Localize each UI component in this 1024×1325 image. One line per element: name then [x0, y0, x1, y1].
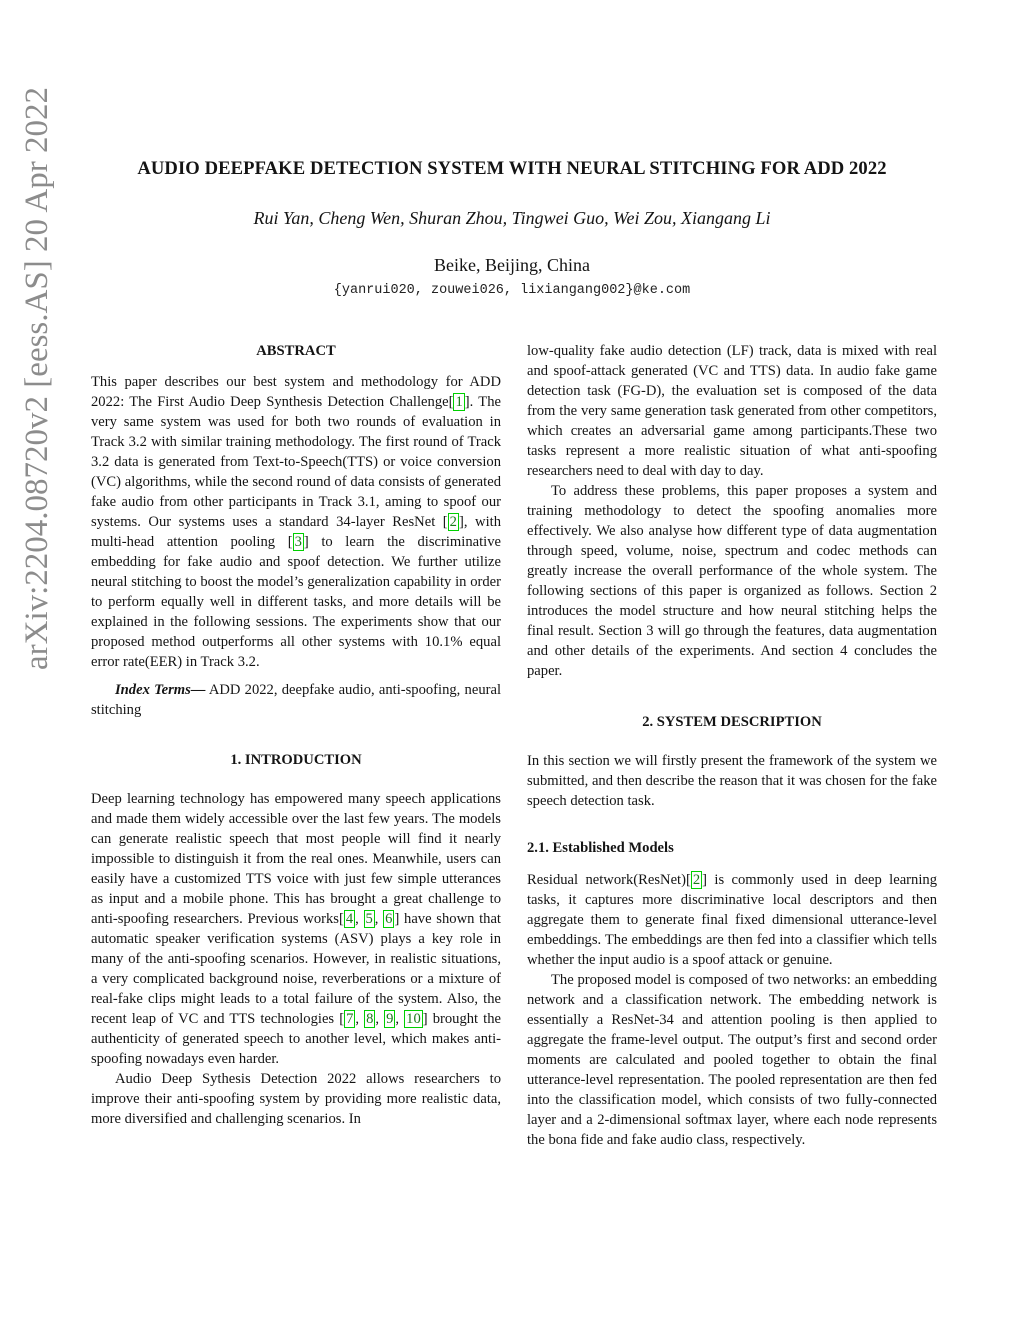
introduction-heading: 1. INTRODUCTION [230, 752, 362, 768]
intro-paragraph-1: Deep learning technology has empowered many speech applications and made them widely accessible over the last few years. The models can generate realistic speech that most people will find it nearly impossible to distinguish it from the real ones. Meanwhile, users can easily have a customized TTS voice with just few simple utterances as input and a mobile phone. This has brought a great challenge to anti-spoofing researchers. Previous works[ 4 , 5 , 6 ] have shown that automatic speaker verification systems (ASV) plays a key role in many of the anti-spoofing scenarios. However, in realistic situations, a very complicated background noise, reverberations or a mixture of real-fake clips might leads to a total failure of the system. Also, the recent leap of VC and TTS technologies [ 7 , 8 , 9 , 10 ] brought the authenticity of generated speech to another level, which makes anti-spoofing nowadays even harder. [91, 791, 502, 1067]
paper-title: AUDIO DEEPFAKE DETECTION SYSTEM WITH NEURAL STITCHING FOR ADD 2022 [137, 158, 887, 179]
citation-link[interactable]: 7 [346, 1011, 354, 1027]
intro-paragraph-4: To address these problems, this paper proposes a system and training methodology to detect the spoofing anomalies more effectively. We also analyse how different type of data augmentation through speed, volume, noise, spectrum and codec methods can greatly increase the overall performance of the whole system. The following sections of this paper is organized as follows. Section 2 introduces the model structure and how neural stitching helps the final result. Section 3 will go through the features, data augmentation and other details of the experiments. And section 4 concludes the paper. [527, 483, 937, 679]
citation-link[interactable]: 3 [294, 534, 302, 550]
intro-paragraph-3: low-quality fake audio detection (LF) track, data is mixed with real and spoof-attack generated (VC and TTS) data. In audio fake game detection task (FG-D), the evaluation set is composed of the data from the very same generation task generated from other competitors, which creates an adversarial game among participants.These two tasks represent a more realistic situation of what anti-spoofing researchers need to deal with day to day. [527, 343, 937, 479]
citation-link[interactable]: 2 [692, 872, 701, 888]
system-description-heading: 2. SYSTEM DESCRIPTION [642, 714, 822, 730]
citation-link[interactable]: 9 [386, 1011, 394, 1027]
citation-link[interactable]: 1 [455, 394, 463, 410]
author-emails: {yanrui020, zouwei026, lixiangang002}@ke.com [333, 283, 691, 298]
index-terms: Index Terms— ADD 2022, deepfake audio, anti-spoofing, neural stitching [91, 682, 502, 718]
citation-link[interactable]: 5 [365, 911, 373, 927]
affiliation: Beike, Beijing, China [434, 255, 590, 275]
intro-paragraph-2: Audio Deep Sythesis Detection 2022 allows researchers to improve their anti-spoofing system by providing more realistic data, more diversified and challenging scenarios. In [91, 1071, 501, 1127]
established-models-heading: 2.1. Established Models [527, 840, 674, 856]
abstract-heading: ABSTRACT [256, 343, 336, 359]
citation-link[interactable]: 4 [345, 911, 354, 927]
models-paragraph-1: Residual network(ResNet)[ 2 ] is commonly used in deep learning tasks, it captures more discriminative local descriptors and then aggregate them to generate final fixed dimensional utterance-level embeddings. The embeddings are then fed into a classifier which tells whether the input audio is a spoof attack or genuine. [527, 872, 937, 968]
abstract-paragraph: This paper describes our best system and methodology for ADD 2022: The First Audio Deep Synthesis Detection Challenge[ 1 ]. The very same system was used for both two rounds of evaluation in Track 3.2 with similar training methodology. The first round of Track 3.2 data is generated from Text-to-Speech(TTS) or voice conversion (VC) algorithms, while the second round of data consists of generated fake audio from other participants in Track 3.1, aming to spoof our systems. Our systems uses a standard 34-layer ResNet [ 2 ], with multi-head attention pooling [ 3 ] to learn the discriminative embedding for fake audio and spoof detection. We further utilize neural stitching to boost the model’s generalization capability in order to perform equally well in different tasks, and more details will be explained in the following sessions. The experiments show that our proposed method outperforms all other systems with 10.1% equal error rate(EER) in Track 3.2. [91, 374, 501, 670]
author-list: Rui Yan, Cheng Wen, Shuran Zhou, Tingwei Guo, Wei Zou, Xiangang Li [253, 208, 771, 228]
citation-link[interactable]: 10 [406, 1011, 421, 1027]
citation-link[interactable]: 2 [449, 514, 457, 530]
citation-link[interactable]: 8 [366, 1011, 374, 1027]
arxiv-identifier: arXiv:2204.08720v2 [eess.AS] 20 Apr 2022 [19, 87, 55, 670]
right-column [527, 341, 937, 1150]
citation-link[interactable]: 6 [385, 911, 393, 927]
system-intro-paragraph: In this section we will firstly present the framework of the system we submitted, and then describe the reason that it was chosen for the fake speech detection task. [527, 753, 937, 809]
models-paragraph-2: The proposed model is composed of two networks: an embedding network and a classification network. The embedding network is essentially a ResNet-34 and attention pooling is then applied to aggregate the frame-level output. The output’s first and second order moments are calculated and pooled together to obtain the final utterance-level representation. The pooled representation are then fed into the classification model, which consists of two fully-connected layer and a 2-dimensional softmax layer, where each node represents the bona fide and fake audio class, respectively. [527, 972, 937, 1148]
left-column [91, 341, 501, 1129]
